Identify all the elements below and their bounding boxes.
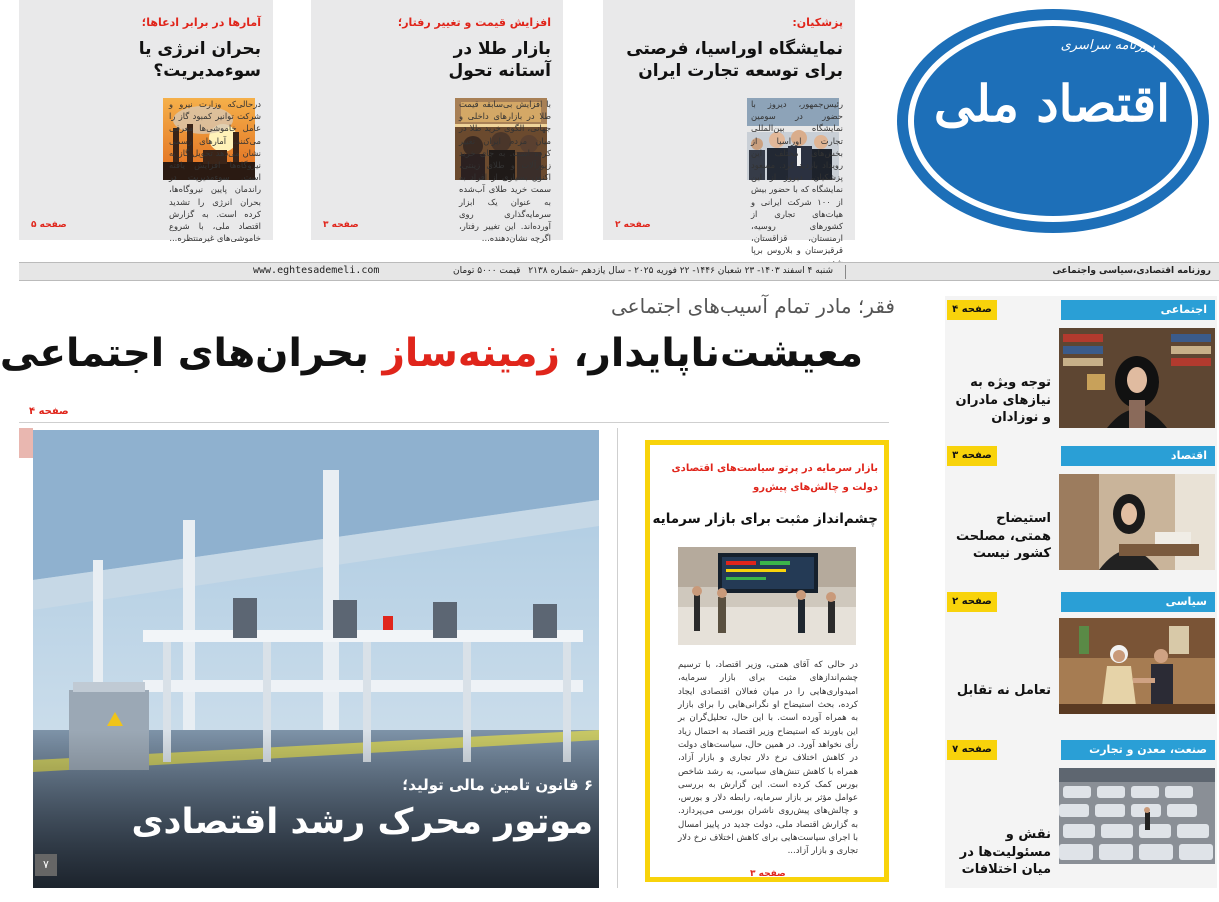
teaser-gold[interactable] bbox=[311, 0, 563, 244]
lead-kicker: فقر؛ مادر تمام آسیب‌های اجتماعی bbox=[611, 294, 895, 318]
rail-photo-economy bbox=[1059, 474, 1215, 570]
column-divider bbox=[617, 428, 618, 888]
headline-part1: معیشت‌ناپایدار، bbox=[559, 331, 863, 376]
teaser-page[interactable]: صفحه ۳ bbox=[323, 220, 359, 230]
masthead-name: اقتصاد ملی bbox=[933, 74, 1171, 133]
teaser-kicker: آمارها در برابر ادعاها؛ bbox=[141, 16, 261, 29]
rail-page-label: صفحه ۳ bbox=[947, 446, 997, 466]
lead-rule bbox=[19, 422, 889, 423]
feature-page-badge[interactable]: ۷ bbox=[35, 854, 57, 876]
teaser-kicker: افزایش قیمت و تغییر رفتار؛ bbox=[397, 16, 551, 29]
teaser-page[interactable]: صفحه ۵ bbox=[31, 220, 67, 230]
teaser-eurasia[interactable] bbox=[603, 0, 855, 256]
rail-caption[interactable]: نقش و مسئولیت‌ها در میان اختلافات bbox=[959, 827, 1051, 878]
feature-title[interactable]: موتور محرک رشد اقتصادی bbox=[131, 802, 593, 842]
boxed-body: در حالی که آقای همتی، وزیر اقتصاد، با ترسیم چشم‌اندازهای مثبت برای بازار سرمایه، امیدواری‌هایی را در میان فعالان اقتصادی ایجاد کرده، بحث استیضاح او نگرانی‌هایی را برای بازار به همراه آورده است. با این حال، تحلیل‌گران بر این باورند که استیضاح وزیر اقتصاد به احتمال زیاد رأی نخواهد آورد. در همین حال، سیاست‌های دولت در کاهش اختلاف نرخ دلار تجاری و بازار آزاد، همراه با کاهش تنش‌های سیاسی، به رشد شاخص بورس کمک کرده است. این گزارش به بررسی عوامل مؤثر بر بازار سرمایه، رابطه دلار و بورس، و چالش‌های پیش‌روی ناشران بورسی می‌پردازد. به گزارش اقتصاد ملی، دولت جدید در پاییز امسال با اجرای سیاست‌هایی برای کاهش اختلاف نرخ دلار تجاری و بازار آزاد... bbox=[678, 660, 858, 857]
rail-section-label: اجتماعی bbox=[1061, 300, 1215, 320]
teaser-energy[interactable] bbox=[19, 0, 273, 244]
rail-page-label: صفحه ۷ bbox=[947, 740, 997, 760]
masthead-tagline: روزنامه سراسری bbox=[1060, 38, 1155, 53]
headline-part3: بحران‌های اجتماعی bbox=[0, 331, 383, 376]
dateline-divider bbox=[845, 265, 846, 279]
boxed-kicker: بازار سرمایه در پرتو سیاست‌های اقتصادی دولت و چالش‌های پیش‌رو bbox=[671, 463, 878, 493]
teaser-kicker: پزشکیان: bbox=[792, 16, 843, 29]
rail-page-label: صفحه ۴ bbox=[947, 300, 997, 320]
headline-red: زمینه‌ساز bbox=[382, 331, 560, 376]
rail-page-label: صفحه ۲ bbox=[947, 592, 997, 612]
feature-kicker: ۶ قانون تامین مالی تولید؛ bbox=[402, 776, 593, 794]
lead-headline[interactable] bbox=[0, 330, 863, 379]
rail-section-label: صنعت، معدن و تجارت bbox=[1061, 740, 1215, 760]
rail-caption[interactable]: تعامل نه تقابل bbox=[956, 683, 1051, 698]
boxed-page[interactable]: صفحه ۳ bbox=[750, 869, 786, 879]
dateline-date: شنبه ۴ اسفند ۱۴۰۳- ۲۳ شعبان ۱۴۴۶- ۲۲ فوریه ۲۰۲۵ - سال یازدهم -شماره ۲۱۳۸ bbox=[528, 266, 833, 276]
teaser-title[interactable]: بازار طلا در آستانه تحول bbox=[448, 39, 551, 82]
dateline-price: قیمت ۵۰۰۰ تومان bbox=[453, 266, 521, 276]
rail-caption[interactable]: توجه ویژه به نیازهای مادران و نوزادان bbox=[955, 375, 1051, 426]
rail-caption[interactable]: استیضاح همتی، مصلحت کشور نیست bbox=[956, 511, 1051, 562]
feature-photo[interactable] bbox=[33, 430, 599, 888]
rail-header-social[interactable] bbox=[947, 300, 1215, 320]
feature-decor-strip bbox=[19, 428, 33, 458]
masthead-logo[interactable] bbox=[891, 2, 1215, 240]
rail-photo-social bbox=[1059, 328, 1215, 428]
boxed-photo bbox=[678, 547, 856, 645]
rail-section-label: اقتصاد bbox=[1061, 446, 1215, 466]
dateline-bar bbox=[19, 262, 1219, 281]
dateline-section: روزنامه اقتصادی،سیاسی واجتماعی bbox=[1052, 266, 1211, 276]
teaser-body: با افزایش بی‌سابقه قیمت طلا در بازارهای داخلی و جهانی، الگوی خرید طلا در میان مردم ایران تغییر کرده است. به جای خرید زیورآلات و طلای زینتی، اکنون بسیاری از افراد به سمت خرید طلای آب‌شده به عنوان یک ابزار سرمایه‌گذاری روی آورده‌اند. این تغییر رفتار، اگرچه نشان‌دهنده... bbox=[459, 99, 551, 244]
teaser-title[interactable]: نمایشگاه اوراسیا، فرصتی برای توسعه تجارت ایران bbox=[626, 39, 843, 82]
teaser-body: رئیس‌جمهور، دیروز با حضور در سومین نمایشگاه بین‌المللی تجارت اوراسیا از بخش‌های مختلف این رویداد بازدید کرد. مسعود پزشکیان، دیروز از این نمایشگاه که با حضور بیش از ۱۰۰ شرکت ایرانی و هیات‌های تجاری از کشورهای روسیه، ارمنستان، قزاقستان، قرقیزستان و بلاروس برپا bbox=[751, 99, 843, 256]
rail-photo-industry bbox=[1059, 768, 1215, 864]
rail-header-politics[interactable] bbox=[947, 592, 1215, 612]
rail-header-industry[interactable] bbox=[947, 740, 1215, 760]
teaser-page[interactable]: صفحه ۲ bbox=[615, 220, 651, 230]
teaser-body: درحالی‌که وزارت نیرو و شرکت توانیر کمبود گاز را عامل خاموشی‌ها معرفی می‌کنند، آمارهای رسمی نشان می‌دهد تحویل گاز به نیروگاه‌ها افزایش یافته است. سوءمدیریت در راندمان پایین نیروگاه‌ها، بحران انرژی را تشدید کرده است. به گزارش اقتصاد ملی، با شروع خاموشی‌های غیرمنتظره... bbox=[169, 99, 261, 244]
rail-photo-politics bbox=[1059, 618, 1215, 714]
rail-section-label: سیاسی bbox=[1061, 592, 1215, 612]
boxed-story[interactable] bbox=[645, 440, 889, 882]
lead-page[interactable]: صفحه ۴ bbox=[29, 406, 69, 417]
boxed-title[interactable]: چشم‌انداز مثبت برای بازار سرمایه bbox=[652, 511, 878, 527]
rail-header-economy[interactable] bbox=[947, 446, 1215, 466]
website-link[interactable]: www.eghtesademeli.com bbox=[253, 265, 380, 276]
teaser-title[interactable]: بحران انرژی یا سوءمدیریت؟ bbox=[138, 39, 261, 82]
